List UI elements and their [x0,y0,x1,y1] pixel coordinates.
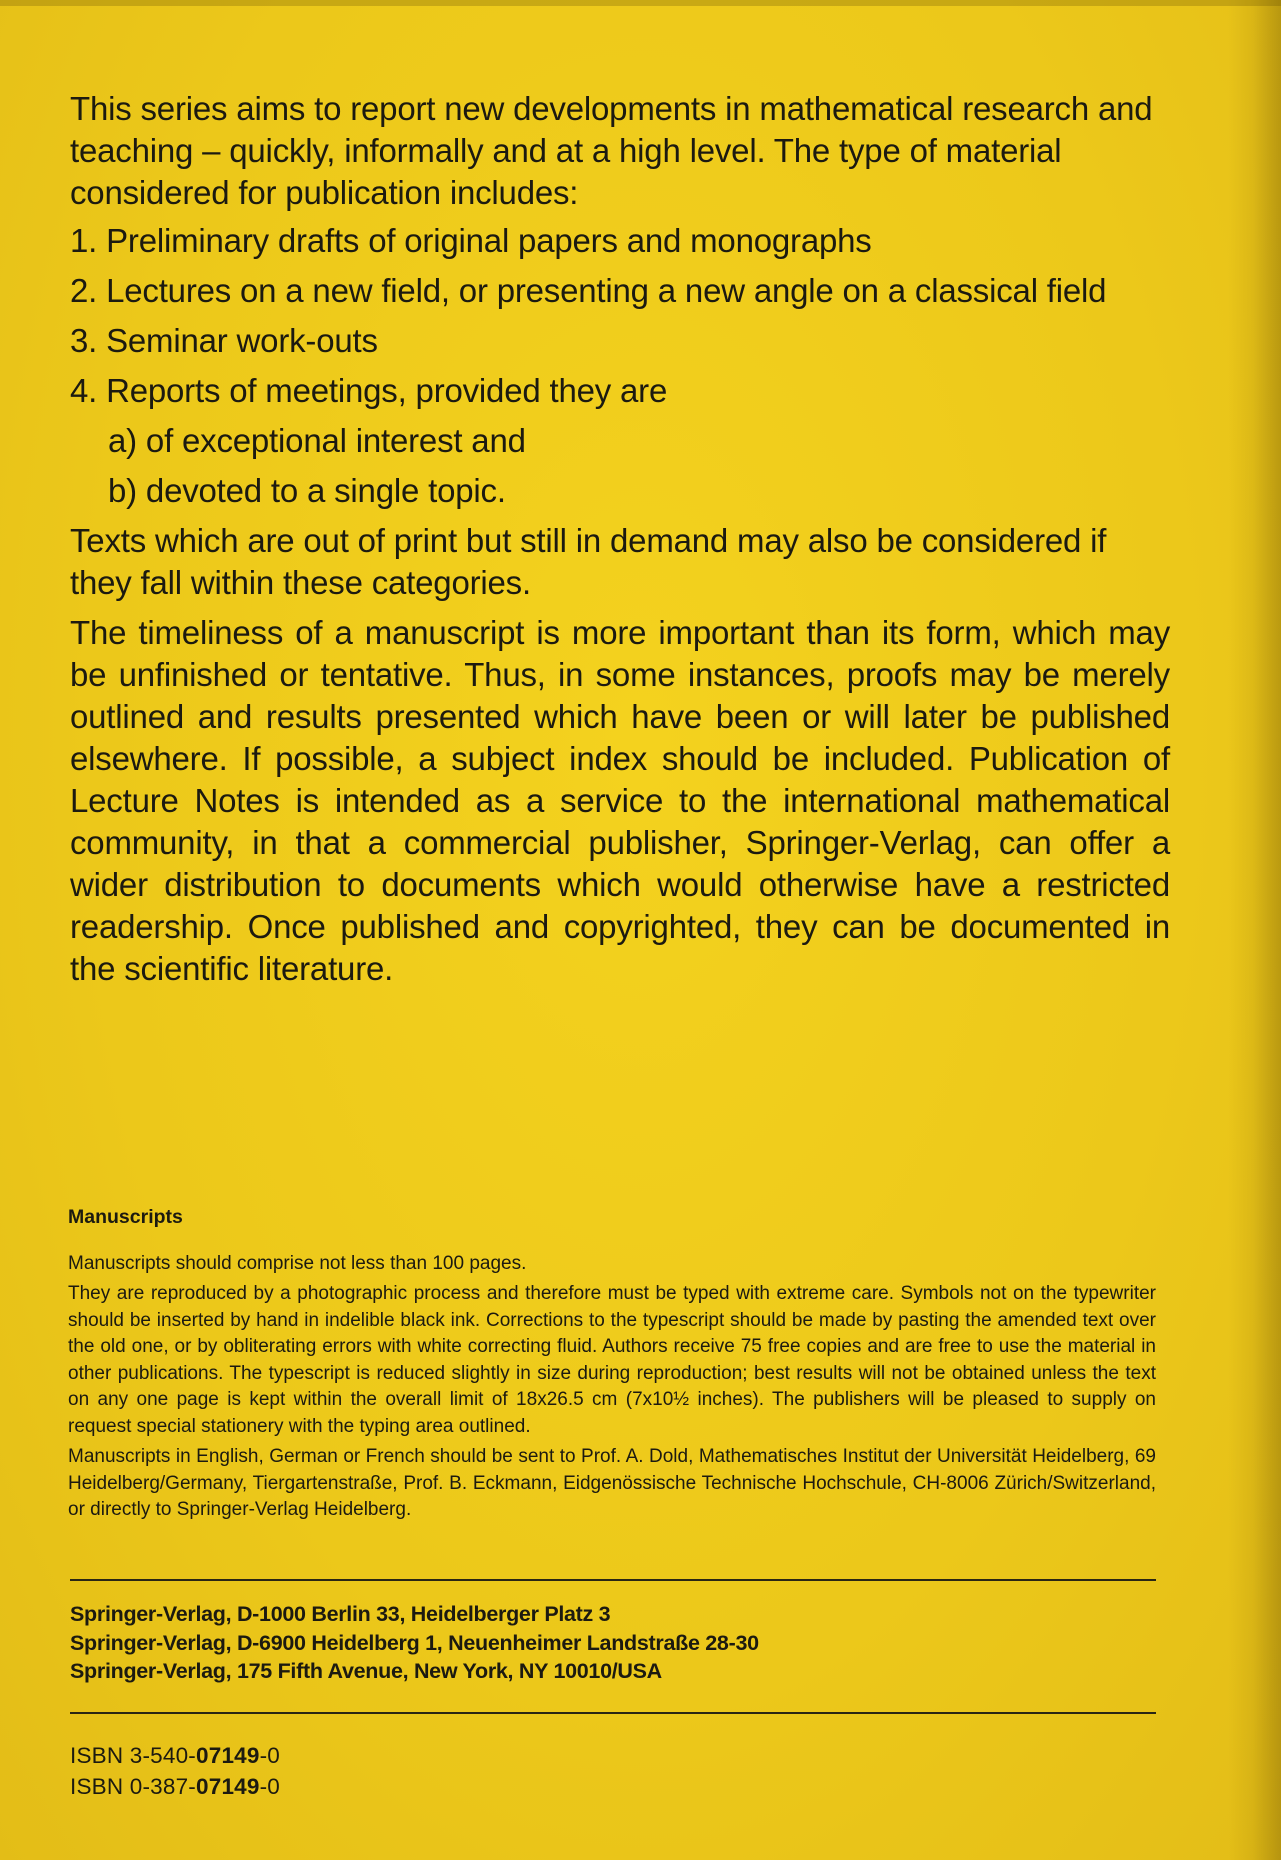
publisher-addresses [70,1600,1160,1686]
list-item: 1. Preliminary drafts of original papers and monographs [70,222,872,259]
timeliness-paragraph: The timeliness of a manuscript is more important than its form, which may be unfinished or tentative. Thus, in some instances, proofs may be merely outlined and results presented which have been or will later be published elsewhere. If possible, a subject index should be included. Publication of Lecture Notes is intended as a service to the international mathematical community, in that a commercial publisher, Springer-Verlag, can offer a wider distribution to documents which would otherwise have a restricted readership. Once published and copyrighted, they can be documented in the scientific literature. [70,614,1170,987]
cover-spine-shadow [1253,0,1281,1860]
isbn-suffix: -0 [259,1774,280,1799]
cover-top-edge [0,0,1281,6]
manuscripts-length-note: Manuscripts should comprise not less than 100 pages. [68,1252,527,1274]
list-item: 2. Lectures on a new field, or presenting a new angle on a classical field [70,272,1107,309]
isbn-block [70,1740,670,1802]
manuscripts-typing-instructions: They are reproduced by a photographic process and therefore must be typed with extreme care. Symbols not on the typewriter should be inserted by hand in indelible black ink. Corrections to the typescript should be made by pasting the amended text over the old one, or by obliterating errors with white correcting fluid. Authors receive 75 free copies and are free to use the material in other publications. The typescript is reduced slightly in size during reproduction; best results will not be obtained unless the text on any one page is kept within the overall limit of 18x26.5 cm (7x10½ inches). The publishers will be pleased to supply on request special stationery with the typing area outlined. [68,1283,1156,1437]
isbn-bold-part: 07149 [196,1743,260,1768]
intro-paragraph: This series aims to report new developments in mathematical research and teaching – quickly, informally and at a high level. The type of material considered for publication includes: [70,90,1153,211]
out-of-print-paragraph: Texts which are out of print but still in demand may also be considered if they fall within these categories. [70,522,1107,601]
address-heidelberg: Springer-Verlag, D-6900 Heidelberg 1, Neuenheimer Landstraße 28-30 [70,1630,759,1655]
address-berlin: Springer-Verlag, D-1000 Berlin 33, Heidelberger Platz 3 [70,1602,611,1626]
isbn-line [70,1771,670,1802]
list-item: 4. Reports of meetings, provided they are [70,372,668,409]
divider-rule [70,1712,1156,1714]
isbn-prefix: ISBN 0-387- [70,1774,197,1799]
series-description [70,88,1170,990]
sub-list-item: a) of exceptional interest and [108,422,526,459]
manuscripts-submission-addresses: Manuscripts in English, German or French should be sent to Prof. A. Dold, Mathematisches Institut der Universität Heidelberg, 69 Heidelberg/Germany, Tiergartenstraße, Prof. B. Eckmann, Eidgenössische Technische Hochschule, CH-8006 Zürich/Switzerland, or directly to Springer-Verlag Heidelberg. [68,1446,1156,1520]
manuscripts-section [68,1204,1156,1528]
sub-list-item: b) devoted to a single topic. [108,472,506,509]
isbn-suffix: -0 [259,1743,280,1768]
address-new-york: Springer-Verlag, 175 Fifth Avenue, New York, NY 10010/USA [70,1659,662,1683]
isbn-prefix: ISBN 3-540- [70,1743,197,1768]
isbn-line [70,1740,670,1771]
isbn-bold-part: 07149 [196,1774,260,1799]
list-item: 3. Seminar work-outs [70,322,378,359]
divider-rule [70,1579,1156,1581]
manuscripts-heading: Manuscripts [68,1206,183,1228]
material-list [70,220,1170,512]
